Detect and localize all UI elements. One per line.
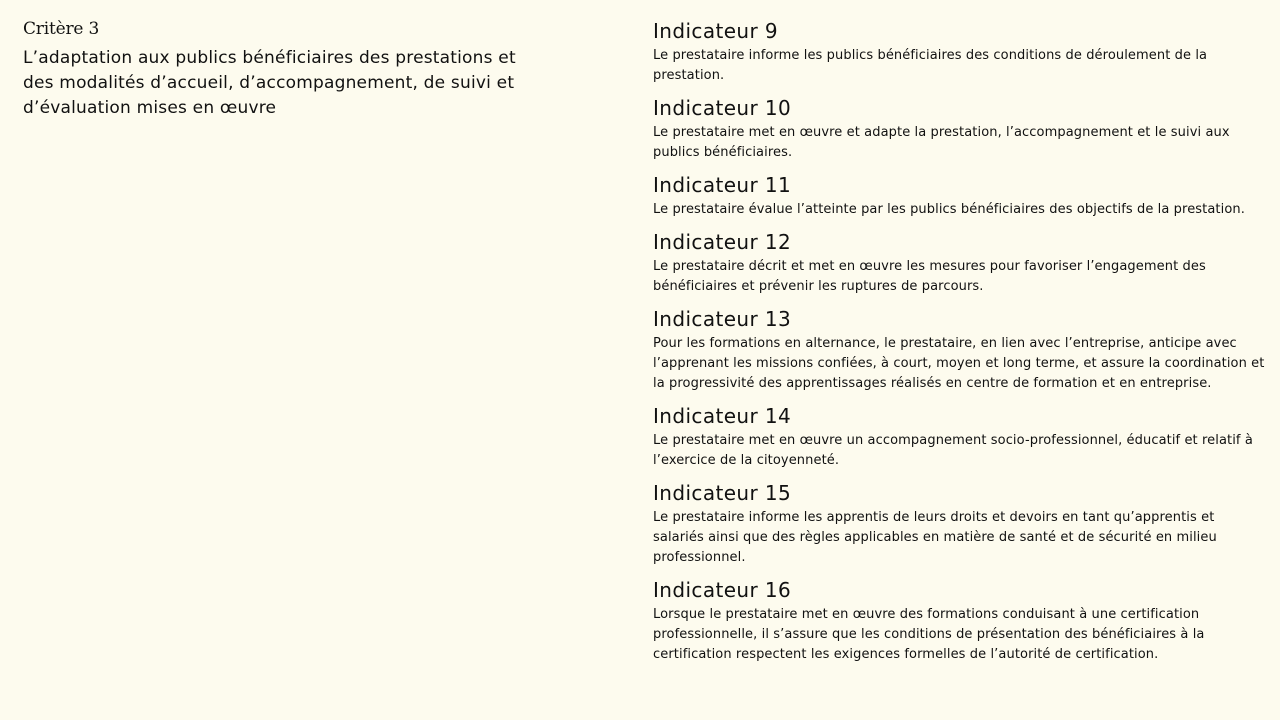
indicator-13 bbox=[653, 306, 1265, 394]
indicator-text: Le prestataire met en œuvre et adapte la prestation, l’accompagnement et le suivi aux publics bénéficiaires. bbox=[653, 125, 1230, 160]
criterion-panel bbox=[23, 18, 523, 121]
indicator-text: Le prestataire décrit et met en œuvre les mesures pour favoriser l’engagement des bénéficiaires et prévenir les ruptures de parcours. bbox=[653, 259, 1206, 294]
indicator-text: Le prestataire informe les publics bénéficiaires des conditions de déroulement de la prestation. bbox=[653, 48, 1208, 83]
indicator-title: Indicateur 16 bbox=[653, 578, 792, 602]
indicator-title: Indicateur 13 bbox=[653, 307, 792, 331]
indicator-title: Indicateur 12 bbox=[653, 230, 792, 254]
indicator-text: Le prestataire informe les apprentis de leurs droits et devoirs en tant qu’apprentis et salariés ainsi que des règles applicables en matière de santé et de sécurité en milieu professionnel. bbox=[653, 510, 1217, 565]
indicator-title: Indicateur 15 bbox=[653, 481, 792, 505]
indicator-title: Indicateur 14 bbox=[653, 404, 792, 428]
indicator-10 bbox=[653, 95, 1265, 163]
indicator-12 bbox=[653, 229, 1265, 297]
criterion-label: Critère 3 bbox=[23, 19, 100, 39]
indicator-title: Indicateur 10 bbox=[653, 96, 792, 120]
indicator-11 bbox=[653, 172, 1265, 220]
indicator-16 bbox=[653, 577, 1265, 665]
criterion-title: L’adaptation aux publics bénéficiaires des prestations et des modalités d’accueil, d’accompagnement, de suivi et d’évaluation mises en œuvre bbox=[23, 48, 516, 118]
indicator-text: Le prestataire évalue l’atteinte par les publics bénéficiaires des objectifs de la prestation. bbox=[653, 202, 1245, 217]
indicator-14 bbox=[653, 403, 1265, 471]
indicator-text: Lorsque le prestataire met en œuvre des formations conduisant à une certification professionnelle, il s’assure que les conditions de présentation des bénéficiaires à la certification respectent les exigences formelles de l’autorité de certification. bbox=[653, 607, 1205, 662]
indicator-text: Pour les formations en alternance, le prestataire, en lien avec l’entreprise, anticipe avec l’apprenant les missions confiées, à court, moyen et long terme, et assure la coordination et la progressivité des apprentissages réalisés en centre de formation et en entreprise. bbox=[653, 336, 1265, 391]
indicator-title: Indicateur 11 bbox=[653, 173, 792, 197]
indicator-9 bbox=[653, 18, 1265, 86]
indicator-15 bbox=[653, 480, 1265, 568]
indicator-title: Indicateur 9 bbox=[653, 19, 779, 43]
indicators-list bbox=[653, 18, 1265, 674]
indicator-text: Le prestataire met en œuvre un accompagnement socio-professionnel, éducatif et relatif à l’exercice de la citoyenneté. bbox=[653, 433, 1253, 468]
